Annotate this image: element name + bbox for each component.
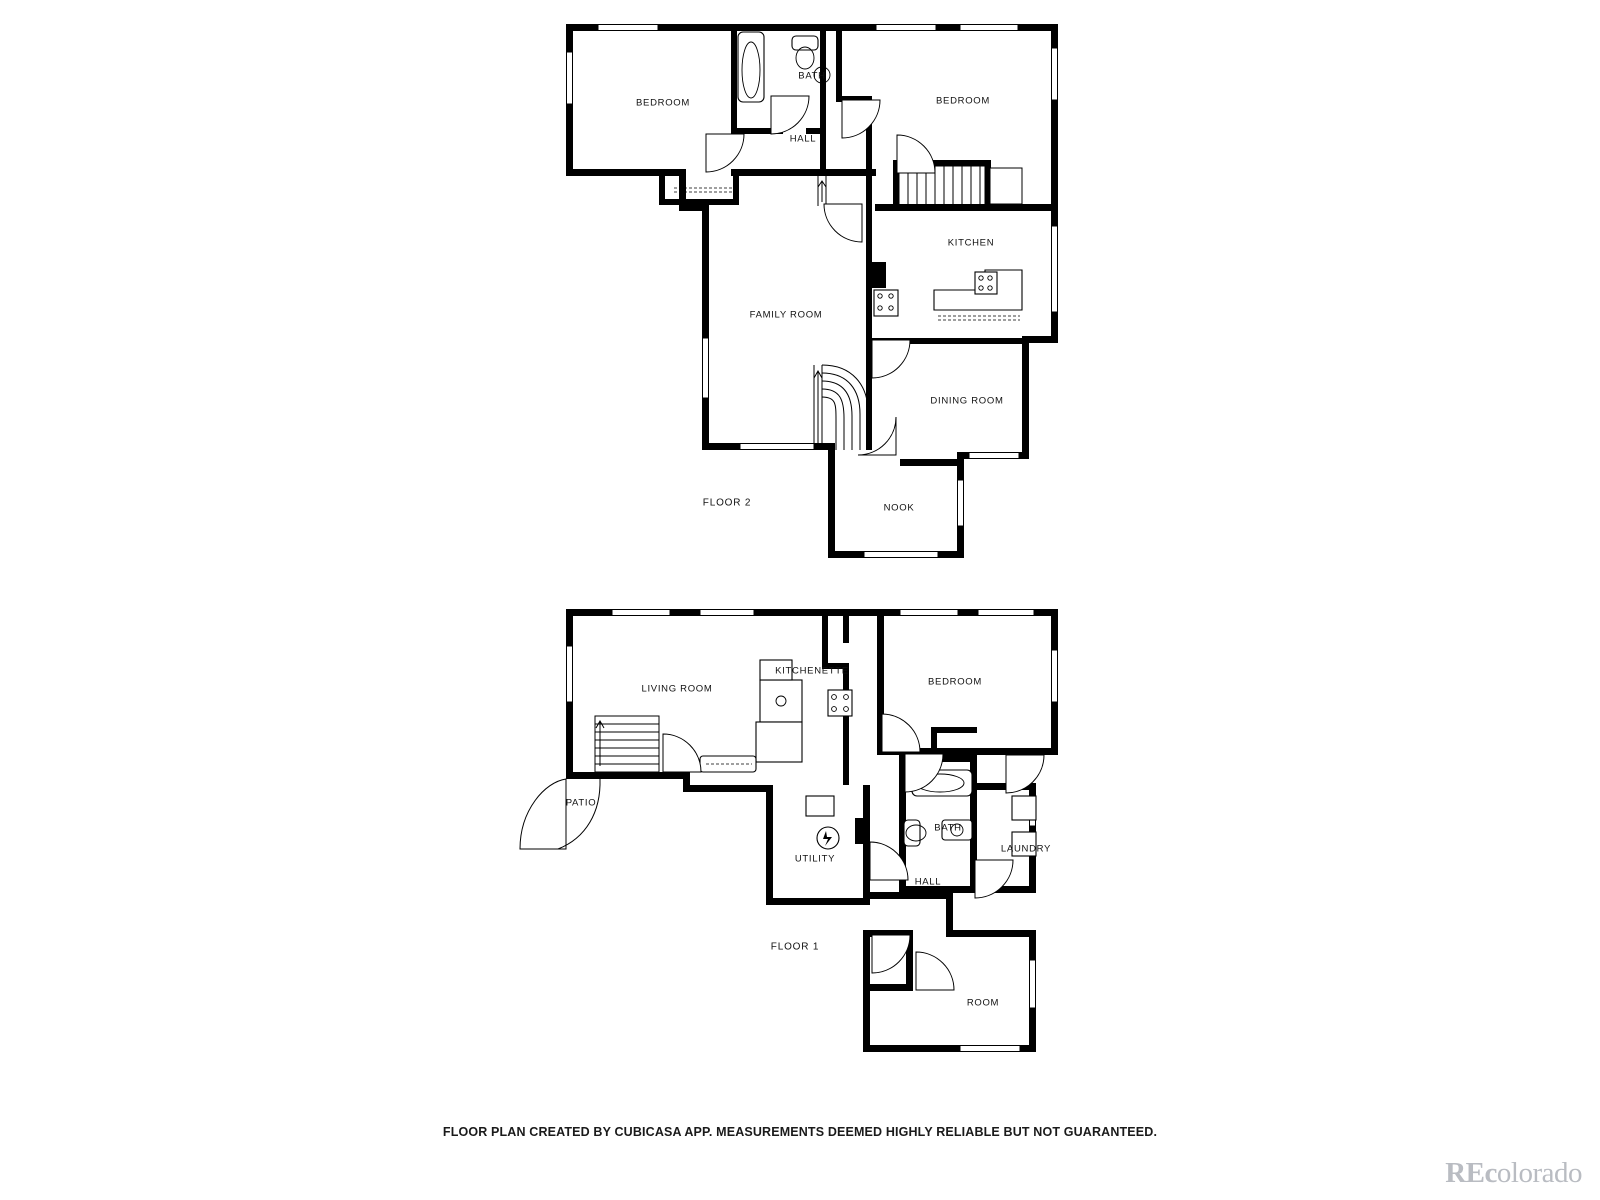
room-label: BATH [798, 70, 826, 82]
floor-1-doors [663, 714, 1044, 990]
floor-label-1: FLOOR 1 [770, 941, 820, 953]
floor-2-group [566, 24, 1058, 558]
room-label: HALL [789, 133, 817, 145]
floor-1-patio [520, 772, 606, 849]
room-label: KITCHENETTE [775, 665, 849, 677]
room-label: ROOM [966, 997, 1000, 1009]
room-label: BEDROOM [928, 676, 982, 688]
room-label: DINING ROOM [930, 395, 1004, 407]
room-label: UTILITY [794, 853, 836, 865]
room-label: BEDROOM [936, 95, 990, 107]
room-label: BATH [934, 822, 962, 834]
watermark-prefix: REc [1445, 1157, 1497, 1189]
floor-2-bath-fixtures [738, 32, 830, 102]
room-label: NOOK [883, 502, 915, 514]
floor-1-stairs [595, 716, 659, 772]
room-label: LIVING ROOM [641, 683, 713, 695]
room-label: BEDROOM [636, 97, 690, 109]
room-label: FAMILY ROOM [749, 309, 823, 321]
room-label: KITCHEN [947, 237, 995, 249]
room-label: LAUNDRY [1000, 843, 1052, 855]
watermark-suffix: olorado [1496, 1157, 1582, 1189]
floor-1-utility-fixtures [806, 796, 863, 849]
room-label: PATIO [565, 797, 597, 809]
room-label: HALL [914, 876, 942, 888]
floor-1-kitchenette-fixtures [700, 660, 852, 772]
recolorado-watermark [1445, 1157, 1582, 1190]
floor-1-group [520, 609, 1058, 1052]
floor-label-2: FLOOR 2 [702, 497, 752, 509]
disclaimer-text: FLOOR PLAN CREATED BY CUBICASA APP. MEASUREMENTS DEEMED HIGHLY RELIABLE BUT NOT GUARANTEED. [442, 1125, 1158, 1139]
